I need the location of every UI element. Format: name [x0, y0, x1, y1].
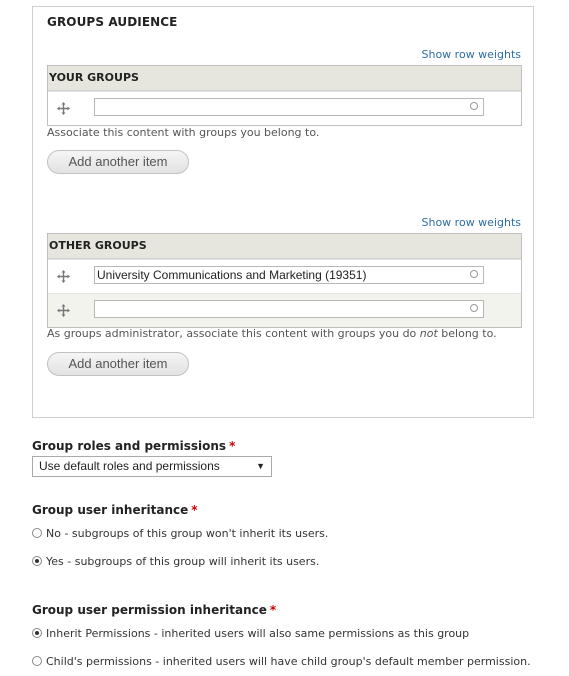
drag-handle-icon[interactable]: [57, 304, 70, 317]
your-groups-description: Associate this content with groups you belong to.: [47, 126, 320, 139]
group-user-inheritance-label-text: Group user inheritance: [32, 503, 189, 517]
radio-button[interactable]: [32, 528, 42, 538]
show-row-weights-link-other-groups[interactable]: Show row weights: [421, 216, 521, 229]
group-roles-label-text: Group roles and permissions: [32, 439, 227, 453]
show-row-weights-link-your-groups[interactable]: Show row weights: [421, 48, 521, 61]
permission-option-inherit-label: Inherit Permissions - inherited users will also same permissions as this group: [46, 627, 470, 640]
permission-option-child[interactable]: [32, 655, 531, 669]
permission-option-inherit[interactable]: [32, 627, 469, 641]
groups-audience-fieldset: [32, 6, 534, 418]
add-another-item-button-other-groups[interactable]: Add another item: [47, 352, 189, 376]
drag-handle-icon[interactable]: [57, 102, 70, 115]
radio-button[interactable]: [32, 656, 42, 666]
autocomplete-throbber-icon: [470, 270, 478, 278]
other-groups-autocomplete-input[interactable]: [94, 300, 484, 318]
add-another-item-button-your-groups[interactable]: Add another item: [47, 150, 189, 174]
inheritance-option-no[interactable]: [32, 527, 328, 541]
other-groups-autocomplete-input[interactable]: University Communications and Marketing (19351): [94, 266, 484, 284]
your-groups-table: [47, 65, 522, 126]
required-mark: *: [229, 439, 236, 453]
radio-button-checked[interactable]: [32, 628, 42, 638]
table-row: [48, 293, 521, 327]
group-permission-inheritance-label: [32, 603, 276, 617]
group-roles-selected-value: Use default roles and permissions: [39, 459, 220, 473]
inheritance-option-no-label: No - subgroups of this group won't inherit its users.: [46, 527, 329, 540]
your-groups-autocomplete-input[interactable]: [94, 98, 484, 116]
group-permission-inheritance-label-text: Group user permission inheritance: [32, 603, 267, 617]
chevron-down-icon: ▼: [256, 461, 265, 471]
drag-handle-icon[interactable]: [57, 270, 70, 283]
autocomplete-throbber-icon: [470, 304, 478, 312]
permission-option-child-label: Child's permissions - inherited users will have child group's default member permission.: [46, 655, 531, 668]
other-groups-header: OTHER GROUPS: [48, 234, 521, 259]
radio-button-checked[interactable]: [32, 556, 42, 566]
other-groups-description-emphasis: not: [419, 327, 438, 340]
other-groups-table: [47, 233, 522, 328]
required-mark: *: [191, 503, 198, 517]
table-row: [48, 259, 521, 293]
required-mark: *: [269, 603, 277, 617]
groups-audience-legend: GROUPS AUDIENCE: [47, 15, 178, 29]
group-roles-label: [32, 439, 235, 453]
group-roles-select[interactable]: [32, 456, 272, 477]
table-row: [48, 91, 521, 125]
other-groups-description: [47, 327, 497, 340]
inheritance-option-yes-label: Yes - subgroups of this group will inherit its users.: [46, 555, 320, 568]
autocomplete-throbber-icon: [470, 102, 478, 110]
group-user-inheritance-label: [32, 503, 198, 517]
other-groups-description-start: As groups administrator, associate this content with groups you do: [47, 327, 420, 340]
your-groups-header: YOUR GROUPS: [48, 66, 521, 91]
inheritance-option-yes[interactable]: [32, 555, 319, 569]
other-groups-description-end: belong to.: [437, 327, 497, 340]
